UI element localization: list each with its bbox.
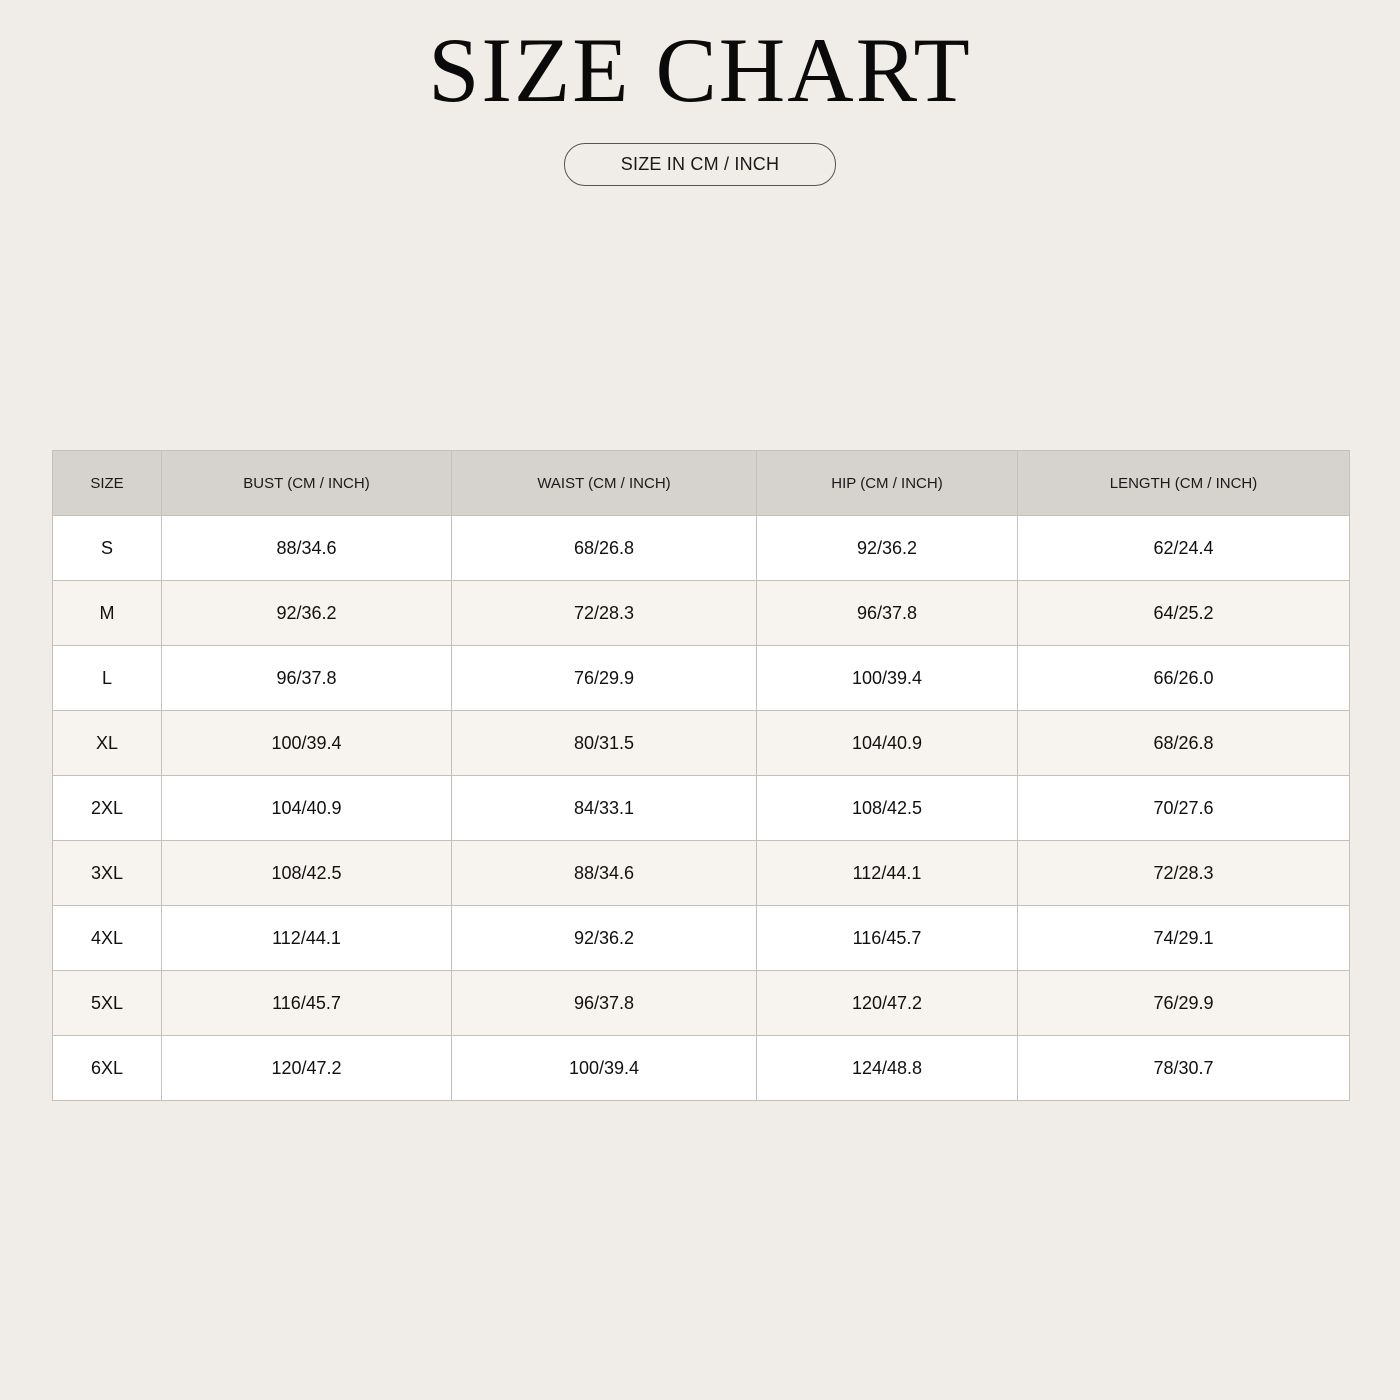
size-table xyxy=(52,450,1350,1101)
table-row xyxy=(53,711,1350,776)
waist-cell: 100/39.4 xyxy=(452,1036,757,1101)
hip-cell: 112/44.1 xyxy=(757,841,1018,906)
units-label: SIZE IN CM / INCH xyxy=(564,143,836,186)
length-cell: 66/26.0 xyxy=(1018,646,1350,711)
hip-cell: 92/36.2 xyxy=(757,516,1018,581)
table-row xyxy=(53,906,1350,971)
bust-cell: 96/37.8 xyxy=(162,646,452,711)
header-hip: HIP (CM / INCH) xyxy=(757,451,1018,516)
hip-cell: 96/37.8 xyxy=(757,581,1018,646)
hip-cell: 120/47.2 xyxy=(757,971,1018,1036)
length-cell: 76/29.9 xyxy=(1018,971,1350,1036)
hip-cell: 104/40.9 xyxy=(757,711,1018,776)
table-row xyxy=(53,1036,1350,1101)
hip-cell: 116/45.7 xyxy=(757,906,1018,971)
table-row xyxy=(53,516,1350,581)
size-cell: L xyxy=(53,646,162,711)
header-bust: BUST (CM / INCH) xyxy=(162,451,452,516)
header-length: LENGTH (CM / INCH) xyxy=(1018,451,1350,516)
size-cell: M xyxy=(53,581,162,646)
length-cell: 68/26.8 xyxy=(1018,711,1350,776)
hip-cell: 108/42.5 xyxy=(757,776,1018,841)
size-cell: XL xyxy=(53,711,162,776)
bust-cell: 88/34.6 xyxy=(162,516,452,581)
waist-cell: 72/28.3 xyxy=(452,581,757,646)
bust-cell: 116/45.7 xyxy=(162,971,452,1036)
waist-cell: 68/26.8 xyxy=(452,516,757,581)
length-cell: 74/29.1 xyxy=(1018,906,1350,971)
hip-cell: 124/48.8 xyxy=(757,1036,1018,1101)
length-cell: 72/28.3 xyxy=(1018,841,1350,906)
size-cell: 3XL xyxy=(53,841,162,906)
header-waist: WAIST (CM / INCH) xyxy=(452,451,757,516)
table-row xyxy=(53,646,1350,711)
waist-cell: 92/36.2 xyxy=(452,906,757,971)
table-row xyxy=(53,971,1350,1036)
length-cell: 78/30.7 xyxy=(1018,1036,1350,1101)
table-row xyxy=(53,776,1350,841)
waist-cell: 88/34.6 xyxy=(452,841,757,906)
size-cell: 4XL xyxy=(53,906,162,971)
size-cell: 6XL xyxy=(53,1036,162,1101)
waist-cell: 84/33.1 xyxy=(452,776,757,841)
bust-cell: 100/39.4 xyxy=(162,711,452,776)
hip-cell: 100/39.4 xyxy=(757,646,1018,711)
waist-cell: 76/29.9 xyxy=(452,646,757,711)
waist-cell: 80/31.5 xyxy=(452,711,757,776)
size-cell: S xyxy=(53,516,162,581)
bust-cell: 108/42.5 xyxy=(162,841,452,906)
length-cell: 70/27.6 xyxy=(1018,776,1350,841)
page-title: SIZE CHART xyxy=(428,19,972,121)
waist-cell: 96/37.8 xyxy=(452,971,757,1036)
size-cell: 2XL xyxy=(53,776,162,841)
table-header-row xyxy=(53,451,1350,516)
table-row xyxy=(53,581,1350,646)
table-row xyxy=(53,841,1350,906)
header-size: SIZE xyxy=(53,451,162,516)
bust-cell: 112/44.1 xyxy=(162,906,452,971)
length-cell: 64/25.2 xyxy=(1018,581,1350,646)
size-cell: 5XL xyxy=(53,971,162,1036)
table-body xyxy=(53,516,1350,1101)
bust-cell: 104/40.9 xyxy=(162,776,452,841)
bust-cell: 120/47.2 xyxy=(162,1036,452,1101)
length-cell: 62/24.4 xyxy=(1018,516,1350,581)
bust-cell: 92/36.2 xyxy=(162,581,452,646)
